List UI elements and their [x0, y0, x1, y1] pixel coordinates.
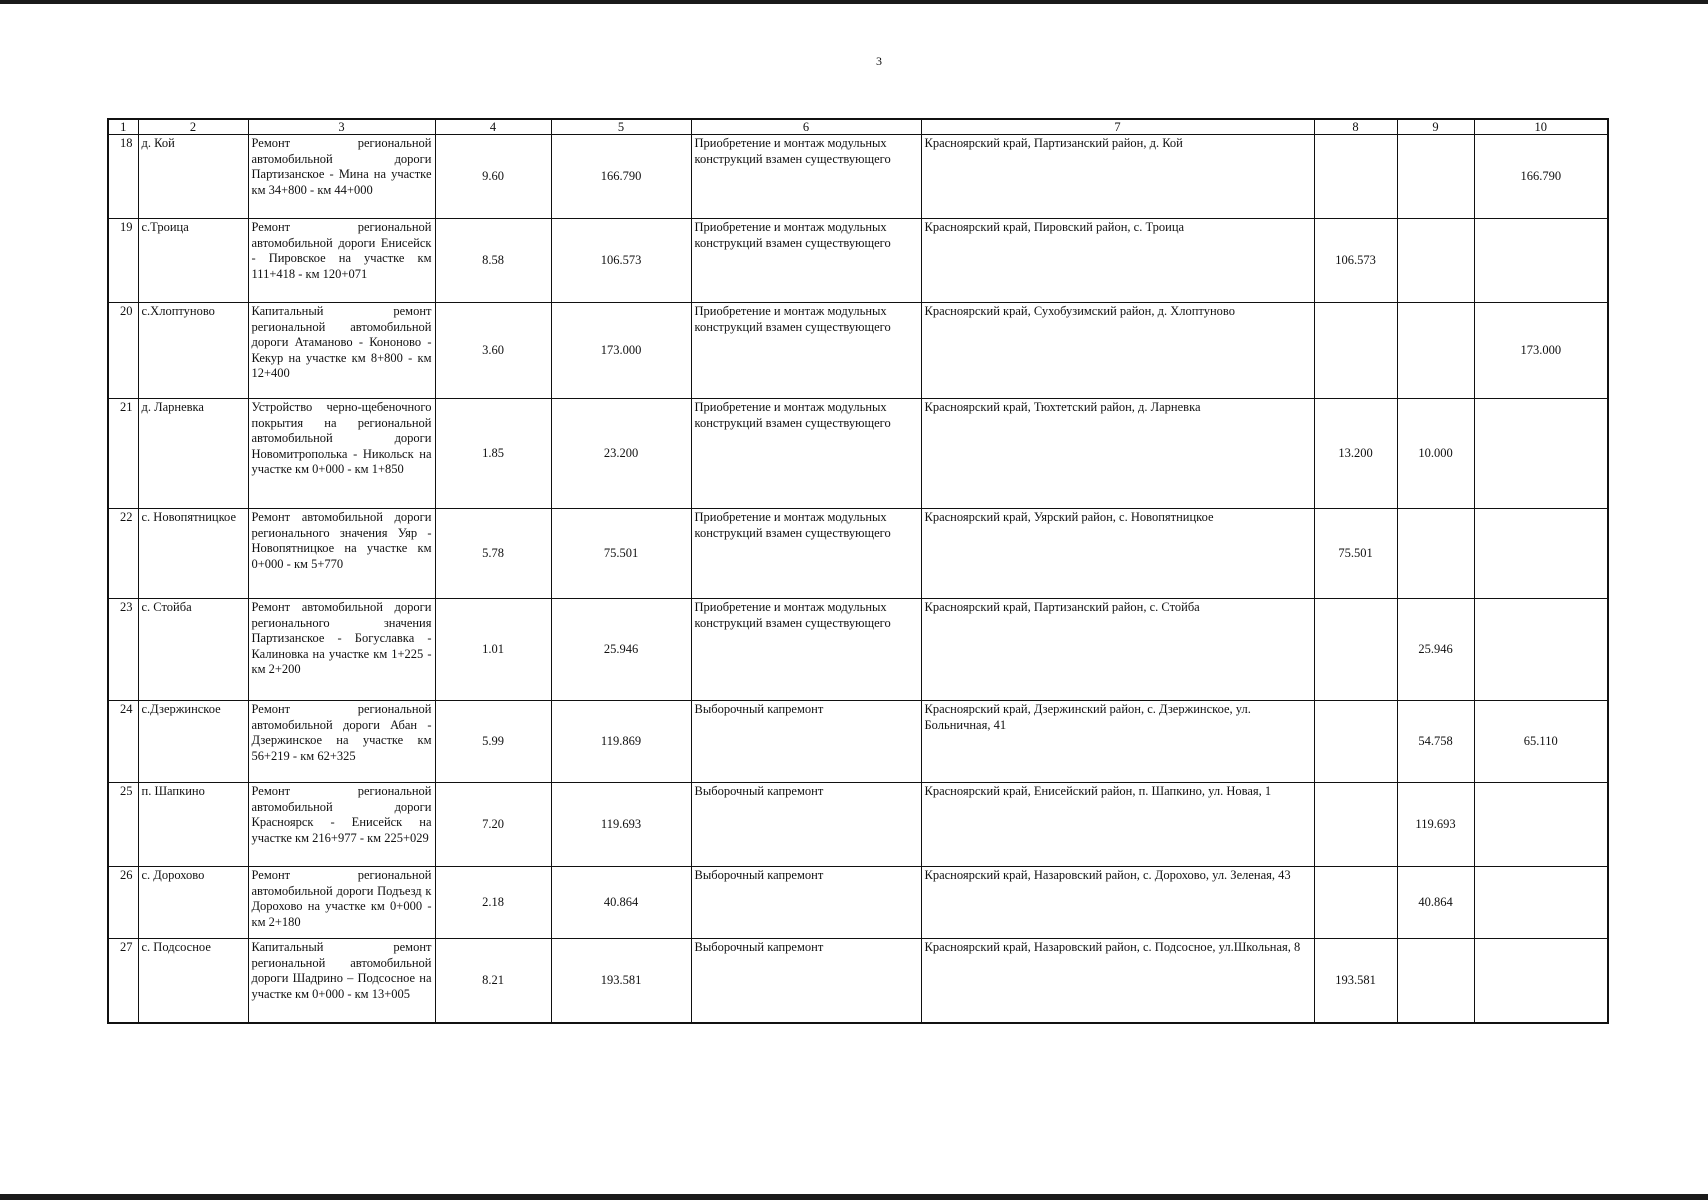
funding-col-9: 119.693	[1397, 783, 1474, 867]
col-header: 2	[138, 119, 248, 135]
work-type: Выборочный капремонт	[691, 939, 921, 1023]
row-number: 19	[108, 219, 138, 303]
funding-col-9	[1397, 509, 1474, 599]
col-header: 1	[108, 119, 138, 135]
row-number: 21	[108, 399, 138, 509]
funding-col-8	[1314, 303, 1397, 399]
col-header: 7	[921, 119, 1314, 135]
funding-col-10: 65.110	[1474, 701, 1608, 783]
table-row	[108, 219, 1608, 303]
funding-col-8	[1314, 135, 1397, 219]
settlement-name: с.Дзержинское	[138, 701, 248, 783]
length-value: 2.18	[435, 867, 551, 939]
settlement-name: с. Новопятницкое	[138, 509, 248, 599]
settlement-name: с.Троица	[138, 219, 248, 303]
road-description: Ремонт автомобильной дороги регионального значения Партизанское - Богуславка - Калиновка на участке км 1+225 - км 2+200	[248, 599, 435, 701]
settlement-name: с. Стойба	[138, 599, 248, 701]
funding-col-10	[1474, 867, 1608, 939]
row-number: 26	[108, 867, 138, 939]
work-type: Приобретение и монтаж модульных конструкций взамен существующего	[691, 135, 921, 219]
funding-col-9: 10.000	[1397, 399, 1474, 509]
work-type: Выборочный капремонт	[691, 783, 921, 867]
total-cost: 173.000	[551, 303, 691, 399]
row-number: 27	[108, 939, 138, 1023]
work-type: Приобретение и монтаж модульных конструкций взамен существующего	[691, 303, 921, 399]
length-value: 8.21	[435, 939, 551, 1023]
length-value: 5.99	[435, 701, 551, 783]
total-cost: 119.693	[551, 783, 691, 867]
funding-col-10	[1474, 783, 1608, 867]
object-address: Красноярский край, Тюхтетский район, д. Ларневка	[921, 399, 1314, 509]
scan-bottom-edge	[0, 1194, 1708, 1200]
funding-col-8	[1314, 783, 1397, 867]
settlement-name: д. Кой	[138, 135, 248, 219]
object-address: Красноярский край, Назаровский район, с. Дорохово, ул. Зеленая, 43	[921, 867, 1314, 939]
road-description: Ремонт региональной автомобильной дороги Подъезд к Дорохово на участке км 0+000 - км 2+180	[248, 867, 435, 939]
object-address: Красноярский край, Сухобузимский район, д. Хлоптуново	[921, 303, 1314, 399]
total-cost: 166.790	[551, 135, 691, 219]
total-cost: 106.573	[551, 219, 691, 303]
work-type: Приобретение и монтаж модульных конструкций взамен существующего	[691, 219, 921, 303]
table-row	[108, 783, 1608, 867]
col-header: 5	[551, 119, 691, 135]
object-address: Красноярский край, Назаровский район, с. Подсосное, ул.Школьная, 8	[921, 939, 1314, 1023]
object-address: Красноярский край, Енисейский район, п. Шапкино, ул. Новая, 1	[921, 783, 1314, 867]
col-header: 4	[435, 119, 551, 135]
row-number: 23	[108, 599, 138, 701]
row-number: 20	[108, 303, 138, 399]
work-type: Приобретение и монтаж модульных конструкций взамен существующего	[691, 399, 921, 509]
total-cost: 23.200	[551, 399, 691, 509]
column-number-row	[108, 119, 1608, 135]
funding-col-9: 54.758	[1397, 701, 1474, 783]
funding-col-9	[1397, 219, 1474, 303]
total-cost: 40.864	[551, 867, 691, 939]
road-description: Капитальный ремонт региональной автомобильной дороги Шадрино – Подсосное на участке км 0+000 - км 13+005	[248, 939, 435, 1023]
length-value: 5.78	[435, 509, 551, 599]
row-number: 25	[108, 783, 138, 867]
work-type: Выборочный капремонт	[691, 867, 921, 939]
table-row	[108, 399, 1608, 509]
funding-col-9: 40.864	[1397, 867, 1474, 939]
road-description: Устройство черно-щебеночного покрытия на региональной автомобильной дороги Новомитрополька - Никольск на участке км 0+000 - км 1+850	[248, 399, 435, 509]
settlement-name: с. Дорохово	[138, 867, 248, 939]
total-cost: 119.869	[551, 701, 691, 783]
scan-top-edge	[0, 0, 1708, 4]
road-description: Ремонт автомобильной дороги регионального значения Уяр - Новопятницкое на участке км 0+000 - км 5+770	[248, 509, 435, 599]
total-cost: 193.581	[551, 939, 691, 1023]
length-value: 1.85	[435, 399, 551, 509]
length-value: 8.58	[435, 219, 551, 303]
length-value: 3.60	[435, 303, 551, 399]
registry-table	[107, 118, 1609, 1024]
length-value: 1.01	[435, 599, 551, 701]
funding-col-10	[1474, 399, 1608, 509]
work-type: Приобретение и монтаж модульных конструкций взамен существующего	[691, 599, 921, 701]
table-row	[108, 599, 1608, 701]
total-cost: 75.501	[551, 509, 691, 599]
road-description: Ремонт региональной автомобильной дороги Красноярск - Енисейск на участке км 216+977 - км 225+029	[248, 783, 435, 867]
table-row	[108, 701, 1608, 783]
funding-col-9	[1397, 135, 1474, 219]
object-address: Красноярский край, Партизанский район, д. Кой	[921, 135, 1314, 219]
table-row	[108, 509, 1608, 599]
road-description: Ремонт региональной автомобильной дороги Партизанское - Мина на участке км 34+800 - км 44+000	[248, 135, 435, 219]
col-header: 10	[1474, 119, 1608, 135]
length-value: 9.60	[435, 135, 551, 219]
road-description: Капитальный ремонт региональной автомобильной дороги Атаманово - Кононово - Кекур на участке км 8+800 - км 12+400	[248, 303, 435, 399]
funding-col-9: 25.946	[1397, 599, 1474, 701]
table-row	[108, 867, 1608, 939]
total-cost: 25.946	[551, 599, 691, 701]
table-row	[108, 135, 1608, 219]
settlement-name: с.Хлоптуново	[138, 303, 248, 399]
table-row	[108, 939, 1608, 1023]
table-row	[108, 303, 1608, 399]
settlement-name: д. Ларневка	[138, 399, 248, 509]
funding-col-8: 193.581	[1314, 939, 1397, 1023]
page-number: 3	[876, 54, 882, 68]
row-number: 24	[108, 701, 138, 783]
funding-col-9	[1397, 303, 1474, 399]
funding-col-10	[1474, 509, 1608, 599]
settlement-name: с. Подсосное	[138, 939, 248, 1023]
funding-col-10: 173.000	[1474, 303, 1608, 399]
funding-col-8	[1314, 701, 1397, 783]
road-description: Ремонт региональной автомобильной дороги Енисейск - Пировское на участке км 111+418 - км 120+071	[248, 219, 435, 303]
settlement-name: п. Шапкино	[138, 783, 248, 867]
funding-col-10	[1474, 939, 1608, 1023]
object-address: Красноярский край, Уярский район, с. Новопятницкое	[921, 509, 1314, 599]
row-number: 18	[108, 135, 138, 219]
funding-col-8: 13.200	[1314, 399, 1397, 509]
funding-col-10	[1474, 599, 1608, 701]
funding-col-10: 166.790	[1474, 135, 1608, 219]
funding-col-8	[1314, 867, 1397, 939]
funding-col-8: 75.501	[1314, 509, 1397, 599]
object-address: Красноярский край, Партизанский район, с. Стойба	[921, 599, 1314, 701]
col-header: 8	[1314, 119, 1397, 135]
funding-col-9	[1397, 939, 1474, 1023]
road-description: Ремонт региональной автомобильной дороги Абан - Дзержинское на участке км 56+219 - км 62+325	[248, 701, 435, 783]
object-address: Красноярский край, Дзержинский район, с. Дзержинское, ул. Больничная, 41	[921, 701, 1314, 783]
col-header: 3	[248, 119, 435, 135]
funding-col-8: 106.573	[1314, 219, 1397, 303]
object-address: Красноярский край, Пировский район, с. Троица	[921, 219, 1314, 303]
col-header: 9	[1397, 119, 1474, 135]
funding-col-8	[1314, 599, 1397, 701]
col-header: 6	[691, 119, 921, 135]
length-value: 7.20	[435, 783, 551, 867]
work-type: Выборочный капремонт	[691, 701, 921, 783]
funding-col-10	[1474, 219, 1608, 303]
work-type: Приобретение и монтаж модульных конструкций взамен существующего	[691, 509, 921, 599]
row-number: 22	[108, 509, 138, 599]
